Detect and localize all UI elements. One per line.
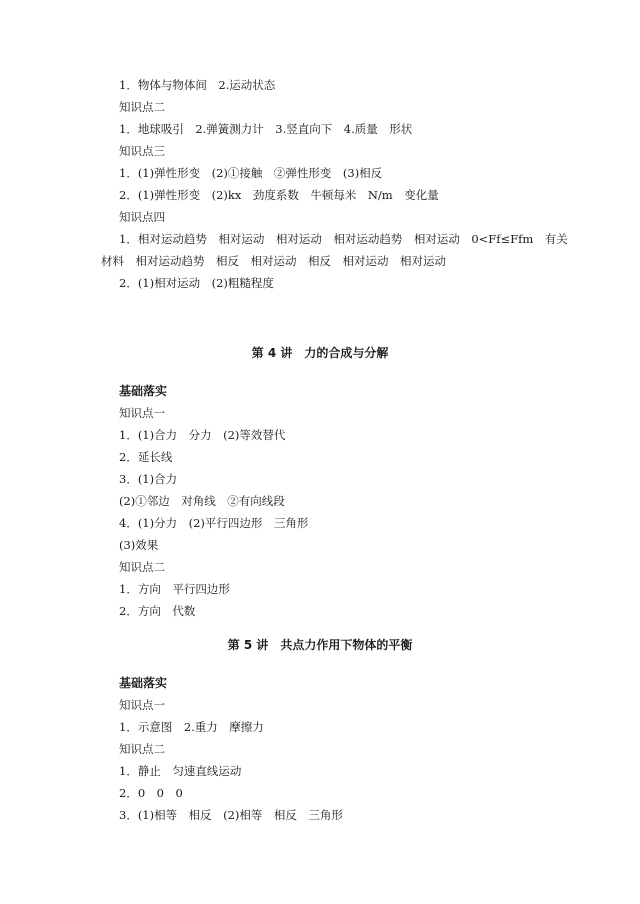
text-line: 1．地球吸引 2.弹簧测力计 3.竖直向下 4.质量 形状 xyxy=(119,122,413,136)
lecture-4-subtitle: 基础落实 xyxy=(119,384,168,398)
lecture-5-title: 第 5 讲 共点力作用下物体的平衡 xyxy=(227,638,413,652)
knowledge-point-label: 知识点二 xyxy=(119,100,165,114)
knowledge-point-label: 知识点二 xyxy=(119,742,165,756)
text-line: 1．方向 平行四边形 xyxy=(119,582,230,596)
text-line: 2．(1)相对运动 (2)粗糙程度 xyxy=(119,276,274,290)
text-line: (3)效果 xyxy=(119,538,159,552)
text-line: 1．(1)弹性形变 (2)①接触 ②弹性形变 (3)相反 xyxy=(119,166,383,180)
lecture-4-title: 第 4 讲 力的合成与分解 xyxy=(251,346,389,360)
text-line: 1．相对运动趋势 相对运动 相对运动 相对运动趋势 相对运动 0<Ff≤Ffm 有关 xyxy=(119,232,568,246)
text-line: 2．方向 代数 xyxy=(119,604,196,618)
text-line: 2．(1)弹性形变 (2)kx 劲度系数 牛顿每米 N/m 变化量 xyxy=(119,188,439,202)
text-line: (2)①邻边 对角线 ②有向线段 xyxy=(119,494,285,508)
text-line: 1．示意图 2.重力 摩擦力 xyxy=(119,720,264,734)
knowledge-point-label: 知识点四 xyxy=(119,210,165,224)
knowledge-point-label: 知识点二 xyxy=(119,560,165,574)
knowledge-point-label: 知识点三 xyxy=(119,144,165,158)
text-line: 2．延长线 xyxy=(119,450,173,464)
lecture-5-subtitle: 基础落实 xyxy=(119,676,168,690)
text-line: 3．(1)相等 相反 (2)相等 相反 三角形 xyxy=(119,808,343,822)
text-line: 1．物体与物体间 2.运动状态 xyxy=(119,78,276,92)
text-line: 1．静止 匀速直线运动 xyxy=(119,764,242,778)
text-line: 材料 相对运动趋势 相反 相对运动 相反 相对运动 相对运动 xyxy=(101,254,446,268)
knowledge-point-label: 知识点一 xyxy=(119,406,165,420)
text-line: 4．(1)分力 (2)平行四边形 三角形 xyxy=(119,516,309,530)
text-line: 1．(1)合力 分力 (2)等效替代 xyxy=(119,428,286,442)
knowledge-point-label: 知识点一 xyxy=(119,698,165,712)
text-line: 2．0 0 0 xyxy=(119,786,183,800)
text-line: 3．(1)合力 xyxy=(119,472,178,486)
